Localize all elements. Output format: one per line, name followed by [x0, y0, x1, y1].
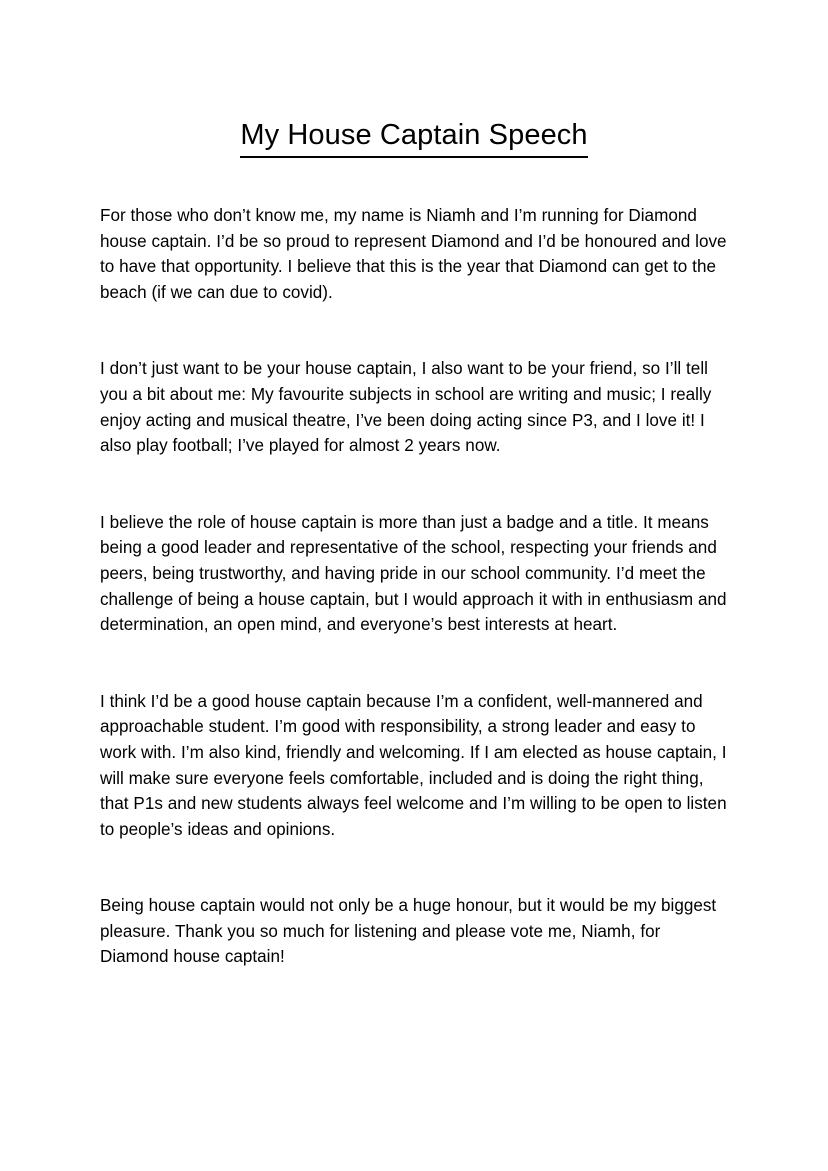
paragraph: Being house captain would not only be a huge honour, but it would be my biggest pleasure. Thank you so much for listening and please vote me, Niamh, for Diamond house captain! — [100, 896, 717, 967]
paragraph: I believe the role of house captain is more than just a badge and a title. It means being a good leader and representative of the school, respecting your friends and peers, being trustworthy, and having pride in our school community. I’d meet the challenge of being a house captain, but I would approach it with in enthusiasm and determination, an open mind, and everyone’s best interests at heart. — [100, 512, 727, 635]
paragraph: I think I’d be a good house captain because I’m a confident, well-mannered and approachable student. I’m good with responsibility, a strong leader and easy to work with. I’m also kind, friendly and welcoming. If I am elected as house captain, I will make sure everyone feels comfortable, included and is doing the right thing, that P1s and new students always feel welcome and I’m willing to be open to listen to people’s ideas and opinions. — [100, 691, 727, 839]
paragraph: For those who don’t know me, my name is Niamh and I’m running for Diamond house captain. I’d be so proud to represent Diamond and I’d be honoured and love to have that opportunity. I believe that this is the year that Diamond can get to the beach (if we can due to covid). — [100, 206, 727, 302]
document-body — [100, 203, 730, 970]
paragraph: I don’t just want to be your house captain, I also want to be your friend, so I’ll tell you a bit about me: My favourite subjects in school are writing and music; I really enjoy acting and musical theatre, I’ve been doing acting since P3, and I love it! I also play football; I’ve played for almost 2 years now. — [100, 359, 712, 456]
page-title — [0, 119, 828, 157]
page-title-text: My House Captain Speech — [240, 119, 587, 157]
